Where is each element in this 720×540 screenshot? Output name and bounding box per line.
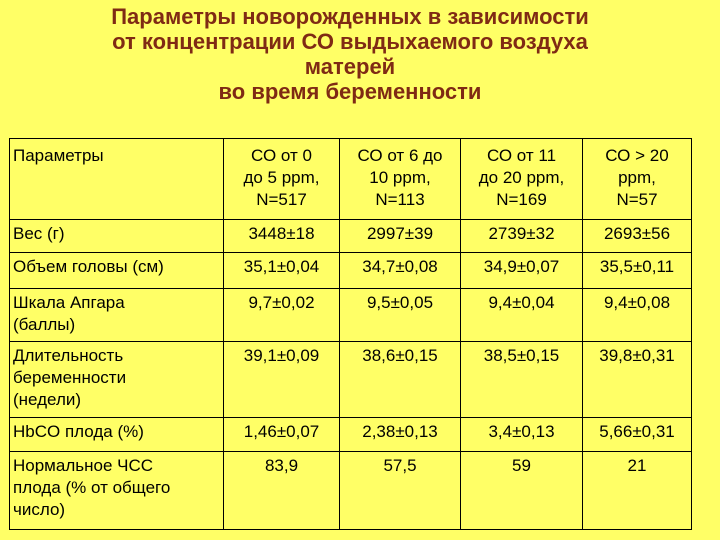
header-line: 10 ppm,: [369, 168, 431, 187]
table-cell: 5,66±0,31: [583, 418, 692, 452]
header-line: N=113: [375, 190, 425, 209]
table-cell: 38,6±0,15: [340, 342, 461, 418]
row-label: [10, 452, 224, 530]
table-cell: 38,5±0,15: [461, 342, 583, 418]
table-cell: 3,4±0,13: [461, 418, 583, 452]
row-label-line: Вес (г): [13, 224, 65, 243]
table-row-gestation-duration: [10, 342, 692, 418]
header-line: N=517: [256, 190, 307, 209]
header-line: СО от 0: [251, 146, 312, 165]
table-cell: 35,1±0,04: [224, 253, 340, 289]
table-cell: 3448±18: [224, 220, 340, 253]
table-row-weight: [10, 220, 692, 253]
header-line: N=57: [616, 190, 658, 209]
table-row-heart-rate: [10, 452, 692, 530]
row-label-line: (баллы): [13, 315, 76, 334]
title-line-3: матерей: [304, 54, 396, 79]
slide-title: [0, 4, 700, 104]
table-cell: 2,38±0,13: [340, 418, 461, 452]
header-line: ppm,: [618, 168, 656, 187]
row-label-line: Объем головы (см): [13, 257, 164, 276]
header-line: СО от 11: [486, 146, 557, 165]
table-header-row: [10, 139, 692, 220]
row-label: [10, 253, 224, 289]
row-label-line: Нормальное ЧСС: [13, 456, 154, 475]
header-line: до 5 ppm,: [243, 168, 320, 187]
table-cell: 34,7±0,08: [340, 253, 461, 289]
table-cell: 34,9±0,07: [461, 253, 583, 289]
title-line-2: от концентрации СО выдыхаемого воздуха: [112, 29, 588, 54]
row-label-line: число): [13, 500, 66, 519]
table-cell: 35,5±0,11: [583, 253, 692, 289]
header-line: СО от 6 до: [357, 146, 443, 165]
table-cell: 9,4±0,08: [583, 289, 692, 342]
header-cell-co-11-20: [461, 139, 583, 220]
row-label: [10, 289, 224, 342]
table-cell: 2693±56: [583, 220, 692, 253]
row-label-line: HbCO плода (%): [13, 422, 144, 441]
row-label: [10, 418, 224, 452]
table-cell: 39,8±0,31: [583, 342, 692, 418]
row-label: [10, 220, 224, 253]
row-label-line: Длительность: [13, 346, 124, 365]
header-cell-co-0-5: [224, 139, 340, 220]
header-cell-co-6-10: [340, 139, 461, 220]
row-label-line: беременности: [13, 368, 127, 387]
table-cell: 2739±32: [461, 220, 583, 253]
table-cell: 83,9: [224, 452, 340, 530]
row-label: [10, 342, 224, 418]
table-cell: 21: [583, 452, 692, 530]
table-cell: 39,1±0,09: [224, 342, 340, 418]
title-line-1: Параметры новорожденных в зависимости: [111, 4, 589, 29]
table-cell: 1,46±0,07: [224, 418, 340, 452]
row-label-line: Шкала Апгара: [13, 293, 125, 312]
table-cell: 57,5: [340, 452, 461, 530]
table-cell: 9,5±0,05: [340, 289, 461, 342]
newborn-parameters-table: [9, 138, 692, 530]
row-label-line: (недели): [13, 390, 82, 409]
title-line-4: во время беременности: [218, 79, 482, 104]
table-cell: 59: [461, 452, 583, 530]
header-cell-co-over-20: [583, 139, 692, 220]
row-label-line: плода (% от общего: [13, 478, 171, 497]
header-line: N=169: [496, 190, 547, 209]
table-row-hbco: [10, 418, 692, 452]
header-line: до 20 ppm,: [478, 168, 565, 187]
table-row-head-volume: [10, 253, 692, 289]
header-parameters-label: Параметры: [13, 146, 104, 165]
table-cell: 2997±39: [340, 220, 461, 253]
header-line: СО > 20: [605, 146, 669, 165]
table-row-apgar: [10, 289, 692, 342]
header-cell-parameters: [10, 139, 224, 220]
table-cell: 9,7±0,02: [224, 289, 340, 342]
table-cell: 9,4±0,04: [461, 289, 583, 342]
